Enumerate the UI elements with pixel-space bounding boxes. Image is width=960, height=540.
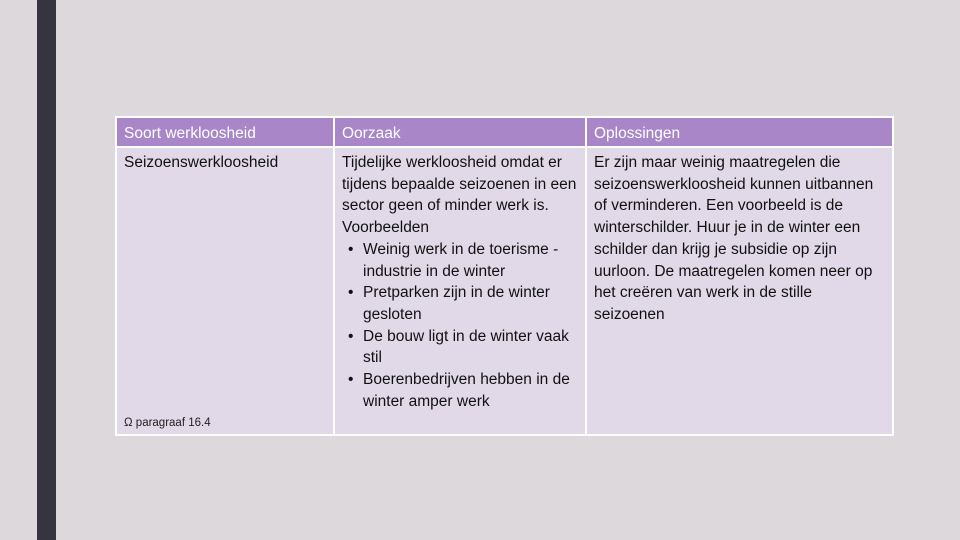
- list-item: • De bouw ligt in de winter vaak stil: [363, 326, 578, 369]
- type-label: Seizoenswerkloosheid: [124, 154, 279, 171]
- left-accent-bar: [37, 0, 56, 540]
- list-item: • Weinig werk in de toerisme -industrie in de winter: [363, 239, 578, 282]
- table-header-row: [116, 117, 893, 147]
- header-cause: Oorzaak: [334, 117, 586, 147]
- table-row: [116, 147, 893, 435]
- cell-type: [116, 147, 334, 435]
- unemployment-table: [115, 116, 894, 436]
- cell-cause: [334, 147, 586, 435]
- solutions-text: Er zijn maar weinig maatregelen die seizoenswerkloosheid kunnen uitbannen of verminderen. Een voorbeeld is de winterschilder. Huur je in de winter een schilder dan krijg je subsidie op zijn uurloon. De maatregelen komen neer op het creëren van werk in de stille seizoenen: [594, 154, 874, 323]
- examples-list: [342, 239, 578, 413]
- header-type: Soort werkloosheid: [116, 117, 334, 147]
- examples-label: Voorbeelden: [342, 219, 430, 237]
- list-item: • Boerenbedrijven hebben in de winter amper werk: [363, 369, 578, 412]
- cell-solutions: [586, 147, 893, 435]
- list-item: • Pretparken zijn in de winter gesloten: [363, 282, 578, 325]
- header-solutions: Oplossingen: [586, 117, 893, 147]
- cause-intro: Tijdelijke werkloosheid omdat er tijdens bepaalde seizoenen in een sector geen of minder werk is.: [342, 154, 577, 215]
- paragraph-reference: Ω paragraaf 16.4: [124, 417, 211, 429]
